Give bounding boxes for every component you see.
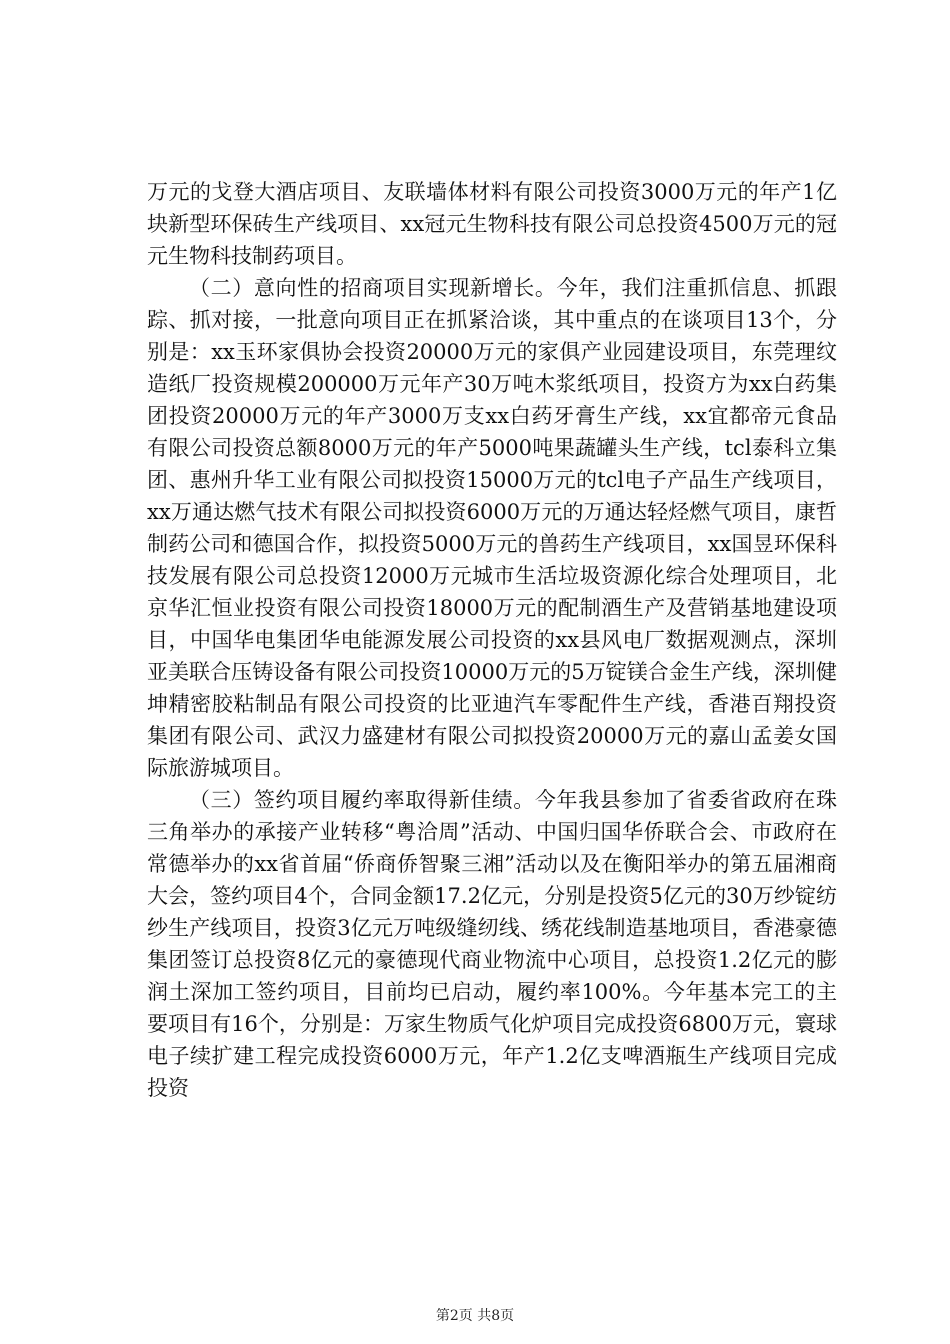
paragraph-1: 万元的戈登大酒店项目、友联墙体材料有限公司投资3000万元的年产1亿块新型环保砖生产线项目、xx冠元生物科技有限公司总投资4500万元的冠元生物科技制药项目。	[147, 180, 837, 268]
paragraph-3: （三）签约项目履约率取得新佳绩。今年我县参加了省委省政府在珠三角举办的承接产业转移“粤洽周”活动、中国归国华侨联合会、市政府在常德举办的xx省首届“侨商侨智聚三湘”活动以及在衡阳举办的第五届湘商大会，签约项目4个，合同金额17.2亿元，分别是投资5亿元的30万纱锭纺纱生产线项目，投资3亿元万吨级缝纫线、绣花线制造基地项目，香港豪德集团签订总投资8亿元的豪德现代商业物流中心项目，总投资1.2亿元的膨润土深加工签约项目，目前均已启动，履约率100%。今年基本完工的主要项目有16个，分别是：万家生物质气化炉项目完成投资6800万元，寰球电子续扩建工程完成投资6000万元，年产1.2亿支啤酒瓶生产线项目完成投资	[147, 788, 837, 1100]
page-footer: 第2页 共8页	[435, 1308, 515, 1324]
document-body	[147, 176, 837, 1104]
paragraph-2: （二）意向性的招商项目实现新增长。今年，我们注重抓信息、抓跟踪、抓对接，一批意向项目正在抓紧洽谈，其中重点的在谈项目13个，分别是：xx玉环家俱协会投资20000万元的家俱产业园建设项目，东莞理纹造纸厂投资规模200000万元年产30万吨木浆纸项目，投资方为xx白药集团投资20000万元的年产3000万支xx白药牙膏生产线，xx宜都帝元食品有限公司投资总额8000万元的年产5000吨果蔬罐头生产线，tcl泰科立集团、惠州升华工业有限公司拟投资15000万元的tcl电子产品生产线项目，xx万通达燃气技术有限公司拟投资6000万元的万通达轻烃燃气项目，康哲制药公司和德国合作，拟投资5000万元的兽药生产线项目，xx国昱环保科技发展有限公司总投资12000万元城市生活垃圾资源化综合处理项目，北京华汇恒业投资有限公司投资18000万元的配制酒生产及营销基地建设项目，中国华电集团华电能源发展公司投资的xx县风电厂数据观测点，深圳亚美联合压铸设备有限公司投资10000万元的5万锭镁合金生产线，深圳健坤精密胶粘制品有限公司投资的比亚迪汽车零配件生产线，香港百翔投资集团有限公司、武汉力盛建材有限公司拟投资20000万元的嘉山孟姜女国际旅游城项目。	[147, 276, 837, 780]
